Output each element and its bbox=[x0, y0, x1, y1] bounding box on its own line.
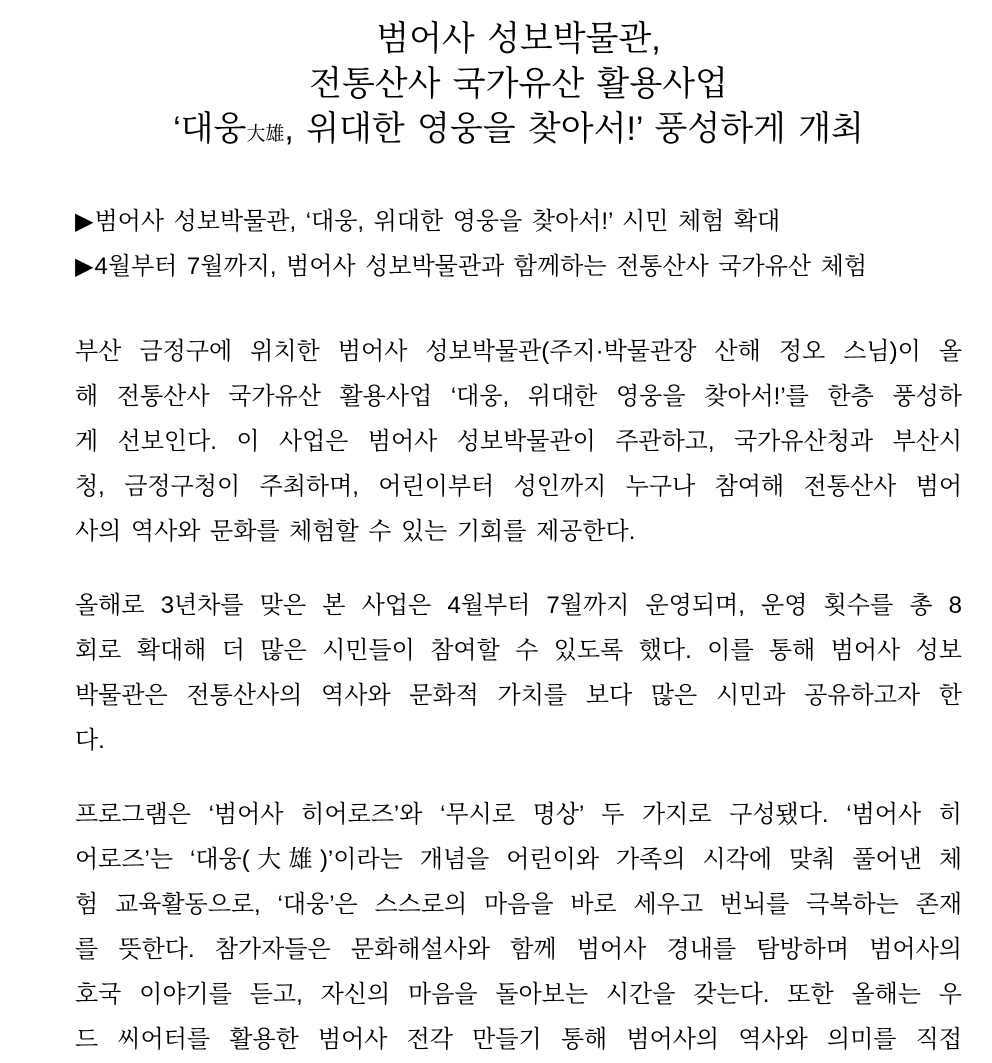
paragraph-3-line-2: 어로즈’는 ‘대웅(大雄)’이라는 개념을 어린이와 가족의 시각에 맞춰 풀어낸 체 bbox=[75, 846, 962, 873]
title-line-1: 범어사 성보박물관, bbox=[376, 20, 661, 58]
triangle-bullet-icon: ▶ bbox=[75, 253, 94, 280]
paragraph-3-line-4: 를 뜻한다. 참가자들은 문화해설사와 함께 범어사 경내를 탐방하며 범어사의 bbox=[75, 936, 962, 963]
subhead-text-1: 범어사 성보박물관, ‘대웅, 위대한 영웅을 찾아서!’ 시민 체험 확대 bbox=[94, 208, 781, 235]
paragraph-1-line-5: 사의 역사와 문화를 체험할 수 있는 기회를 제공한다. bbox=[75, 518, 636, 545]
title-line-3 bbox=[75, 107, 962, 157]
title-line-2: 전통산사 국가유산 활용사업 bbox=[309, 65, 728, 103]
paragraph-1-line-3: 게 선보인다. 이 사업은 범어사 성보박물관이 주관하고, 국가유산청과 부산시 bbox=[75, 428, 962, 455]
paragraph-2 bbox=[75, 583, 962, 763]
triangle-bullet-icon: ▶ bbox=[75, 208, 94, 235]
paragraph-3-line-1: 프로그램은 ‘범어사 히어로즈’와 ‘무시로 명상’ 두 가지로 구성됐다. ‘범어사 히 bbox=[75, 801, 962, 828]
paragraph-1 bbox=[75, 329, 962, 554]
paragraph-1-line-1: 부산 금정구에 위치한 범어사 성보박물관(주지·박물관장 산해 정오 스님)이 올 bbox=[75, 338, 962, 365]
title-hanja: 大雄 bbox=[246, 124, 285, 145]
paragraph-3 bbox=[75, 792, 962, 1062]
document-body bbox=[75, 329, 962, 1062]
paragraph-2-line-1: 올해로 3년차를 맞은 본 사업은 4월부터 7월까지 운영되며, 운영 횟수를 총 8 bbox=[75, 592, 962, 619]
paragraph-3-line-3: 험 교육활동으로, ‘대웅’은 스스로의 마음을 바로 세우고 번뇌를 극복하는 존재 bbox=[75, 891, 962, 918]
paragraph-2-line-3: 박물관은 전통산사의 역사와 문화적 가치를 보다 많은 시민과 공유하고자 한 bbox=[75, 682, 962, 709]
document-title bbox=[75, 17, 962, 157]
title-line-3-post: , 위대한 영웅을 찾아서!’ 풍성하게 개최 bbox=[284, 110, 864, 148]
subhead-text-2: 4월부터 7월까지, 범어사 성보박물관과 함께하는 전통산사 국가유산 체험 bbox=[94, 253, 868, 280]
paragraph-2-line-4: 다. bbox=[75, 727, 105, 754]
title-line-3-pre: ‘대웅 bbox=[173, 110, 247, 148]
paragraph-1-line-2: 해 전통산사 국가유산 활용사업 ‘대웅, 위대한 영웅을 찾아서!’를 한층 풍성하 bbox=[75, 383, 962, 410]
paragraph-2-line-2: 회로 확대해 더 많은 시민들이 참여할 수 있도록 했다. 이를 통해 범어사 성보 bbox=[75, 637, 962, 664]
subhead-item-2 bbox=[75, 244, 962, 289]
paragraph-3-line-6: 드 씨어터를 활용한 범어사 전각 만들기 통해 범어사의 역사와 의미를 직접 bbox=[75, 1026, 962, 1053]
paragraph-3-line-5: 호국 이야기를 듣고, 자신의 마음을 돌아보는 시간을 갖는다. 또한 올해는 우 bbox=[75, 981, 962, 1008]
subhead-item-1 bbox=[75, 199, 962, 244]
subhead-list bbox=[75, 199, 962, 289]
paragraph-1-line-4: 청, 금정구청이 주최하며, 어린이부터 성인까지 누구나 참여해 전통산사 범어 bbox=[75, 473, 962, 500]
